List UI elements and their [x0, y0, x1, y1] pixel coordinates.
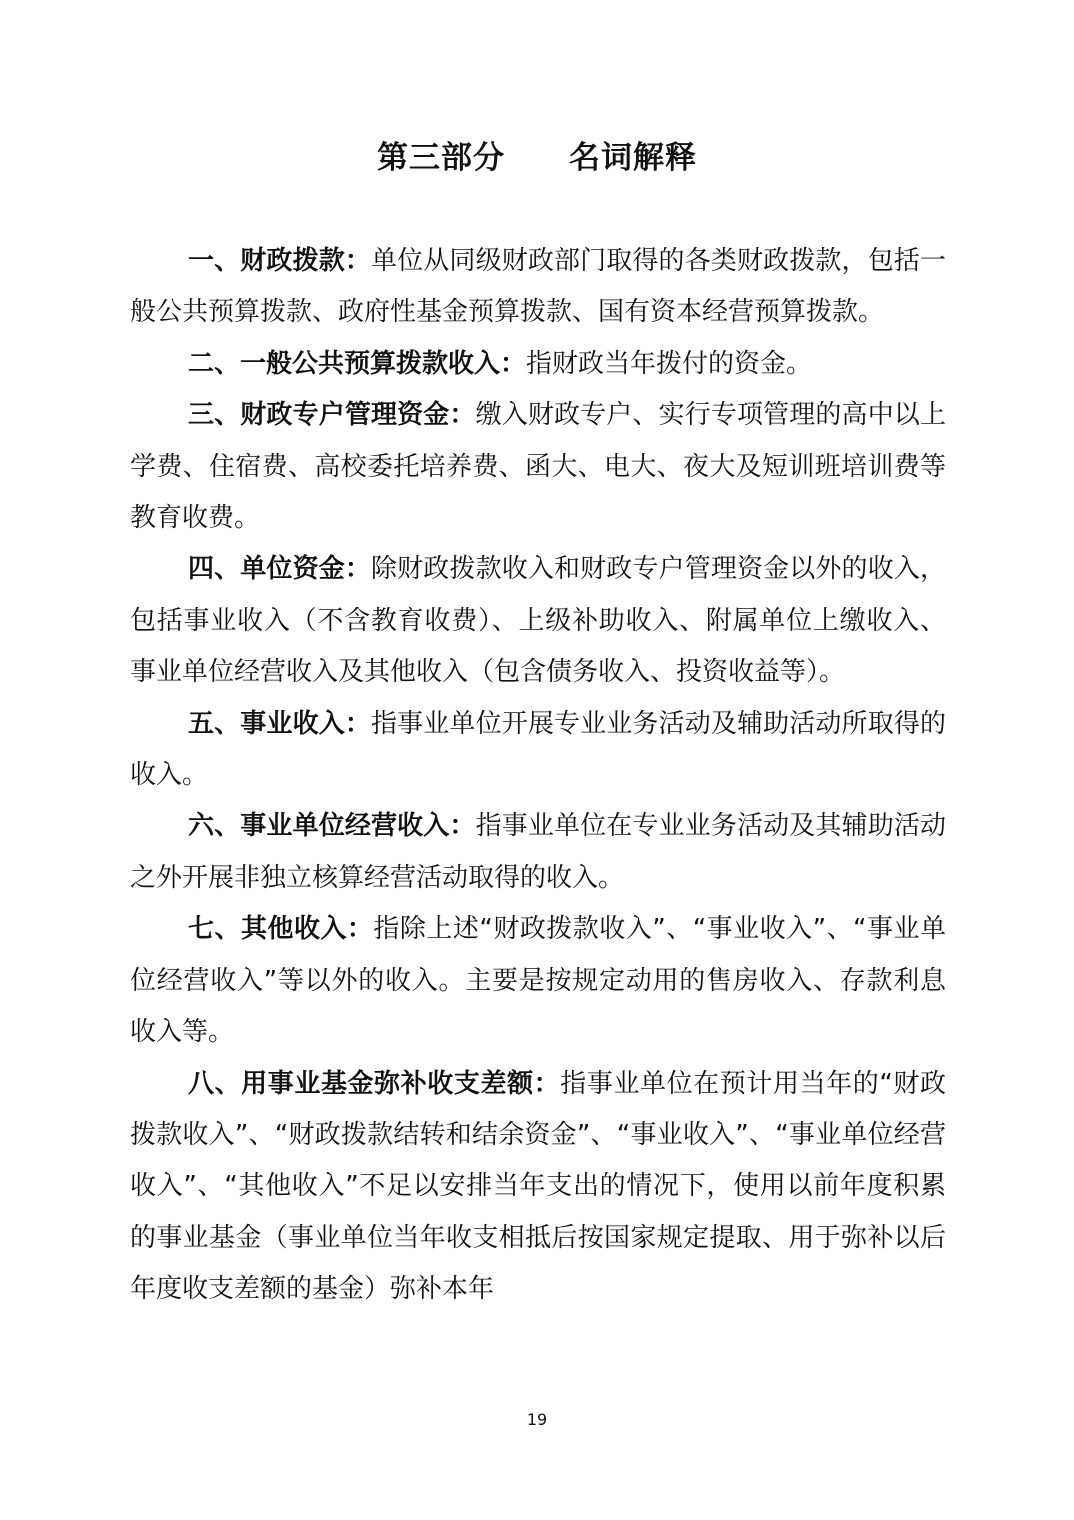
definition-term: 一、财政拨款： — [188, 246, 371, 276]
definition-paragraph — [130, 339, 946, 390]
definitions-body — [130, 236, 946, 1316]
definition-paragraph — [130, 390, 946, 544]
definition-term: 八、用事业基金弥补收支差额： — [188, 1068, 561, 1099]
definition-paragraph — [130, 699, 946, 802]
definition-term: 五、事业收入： — [188, 708, 371, 739]
definition-text: 单位从同级财政部门取得的各类财政拨款，包括一般公共预算拨款、政府性基金预算拨款、国有资本经营预算拨款。 — [130, 246, 946, 328]
definition-paragraph — [130, 544, 946, 698]
definition-paragraph — [130, 801, 946, 904]
definition-text: 指事业单位在专业业务活动及其辅助活动之外开展非独立核算经营活动取得的收入。 — [130, 811, 946, 893]
definition-term: 四、单位资金： — [188, 554, 371, 585]
page-title: 第三部分 名词解释 — [377, 140, 697, 176]
definition-paragraph — [130, 904, 946, 1058]
definition-paragraph — [130, 236, 946, 339]
definition-text: 缴入财政专户、实行专项管理的高中以上学费、住宿费、高校委托培养费、函大、电大、夜大及短训班培训费等教育收费。 — [130, 400, 946, 534]
definition-term: 七、其他收入： — [188, 914, 374, 945]
definition-term: 三、财政专户管理资金： — [188, 400, 476, 431]
page-number: 19 — [526, 1410, 548, 1429]
definition-text: 指事业单位开展专业业务活动及辅助活动所取得的收入。 — [130, 708, 946, 791]
definition-paragraph — [130, 1059, 946, 1316]
definition-text: 指除上述“财政拨款收入”、“事业收入”、“事业单位经营收入”等以外的收入。主要是按规定动用的售房收入、存款利息收入等。 — [130, 914, 946, 1048]
definition-text: 指财政当年拨付的资金。 — [526, 348, 813, 379]
definition-text: 除财政拨款收入和财政专户管理资金以外的收入，包括事业收入（不含教育收费）、上级补助收入、附属单位上缴收入、事业单位经营收入及其他收入（包含债务收入、投资收益等）。 — [130, 554, 946, 688]
definition-term: 二、一般公共预算拨款收入： — [188, 348, 527, 379]
definition-term: 六、事业单位经营收入： — [188, 811, 476, 842]
definition-text: 指事业单位在预计用当年的“财政拨款收入”、“财政拨款结转和结余资金”、“事业收入”、“事业单位经营收入”、“其他收入”不足以安排当年支出的情况下，使用以前年度积累的事业基金（事业单位当年收支相抵后按国家规定提取、用于弥补以后年度收支差额的基金）弥补本年 — [130, 1068, 946, 1305]
